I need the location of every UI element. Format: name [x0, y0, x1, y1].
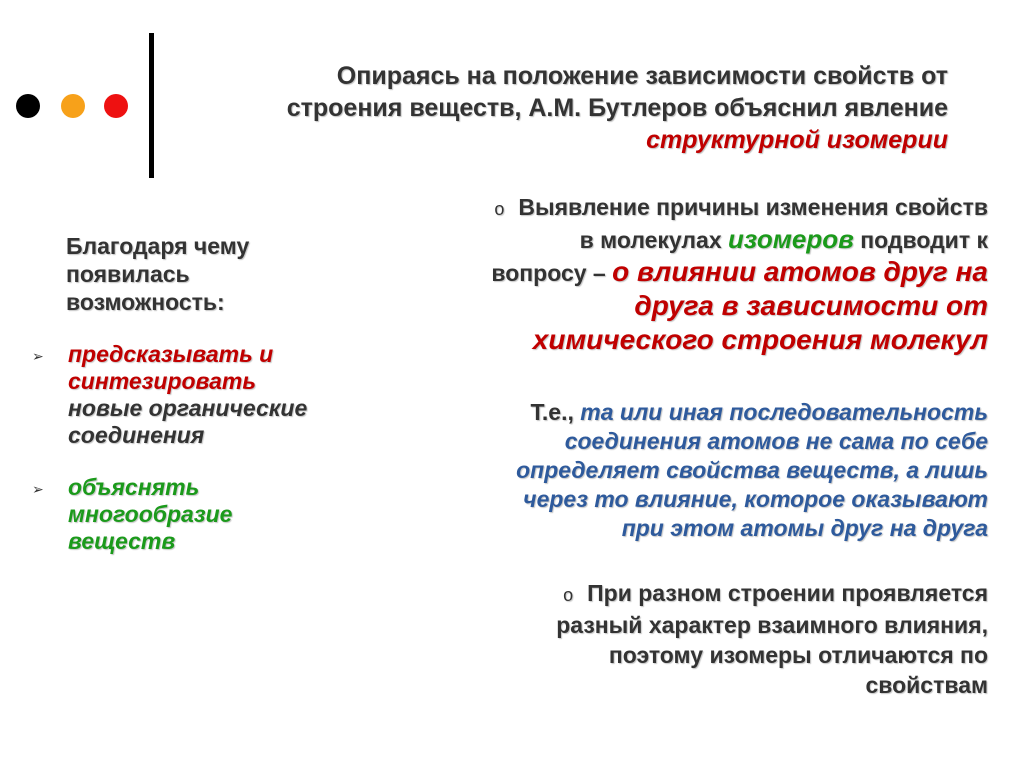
b2-line-1: та или иная последовательность	[580, 399, 988, 425]
slide-title	[168, 60, 948, 156]
b3-line-4: свойствам	[865, 672, 988, 698]
b1-line-5: химического строения молекул	[532, 324, 988, 355]
right-paragraph-ie	[348, 398, 988, 543]
b3-line-3: поэтому изомеры отличаются по	[608, 642, 988, 668]
b3-line-2: разный характер взаимного влияния,	[556, 612, 988, 638]
isomers-word: изомеров	[728, 224, 854, 254]
vertical-divider	[149, 33, 154, 178]
item1-line-1: предсказывать и	[68, 341, 274, 367]
arrow-bullet-icon: ➢	[32, 481, 44, 497]
b2-line-4: через то влияние, которое оказывают	[523, 486, 988, 512]
b2-line-3: определяет свойства веществ, а лишь	[516, 457, 988, 483]
title-accent-line: структурной изомерии	[646, 126, 948, 154]
title-line-2: строения веществ, А.М. Бутлеров объяснил явление	[286, 94, 948, 122]
b2-line-2: соединения атомов не сама по себе	[564, 428, 988, 454]
arrow-bullet-icon: ➢	[32, 348, 44, 364]
left-list-item-predict	[68, 341, 307, 449]
item2-line-2: многообразие	[68, 501, 233, 527]
orange-dot-icon	[61, 94, 85, 118]
b1-line-3-pre: вопросу –	[491, 260, 613, 286]
lead-line-3: возможность:	[66, 289, 225, 315]
lead-line-2: появилась	[66, 261, 190, 287]
left-list-item-explain	[68, 474, 232, 555]
right-bullet-reason	[348, 192, 988, 357]
title-line-1: Опираясь на положение зависимости свойств от	[336, 62, 948, 90]
circle-bullet-icon: o	[494, 199, 505, 219]
item1-line-4: соединения	[68, 422, 205, 448]
b3-line-1: При разном строении проявляется	[587, 580, 988, 606]
b2-line-5: при этом атомы друг на друга	[621, 515, 988, 541]
item2-line-3: веществ	[68, 528, 176, 554]
ie-prefix: Т.е.,	[530, 399, 581, 425]
lead-line-1: Благодаря чему	[66, 233, 250, 259]
b1-line-2-post: подводит к	[853, 227, 988, 253]
circle-bullet-icon: o	[563, 585, 574, 605]
b1-line-2-pre: в молекулах	[579, 227, 729, 253]
item1-line-3: новые органические	[68, 395, 308, 421]
b1-line-1: Выявление причины изменения свойств	[518, 194, 988, 220]
b1-line-3-big: влиянии атомов друг на	[637, 256, 988, 287]
black-dot-icon	[16, 94, 40, 118]
item2-line-1: объяснять	[68, 474, 200, 500]
b1-line-3-o: о	[612, 256, 637, 287]
left-lead-text	[66, 232, 249, 316]
right-bullet-structure	[348, 578, 988, 700]
red-dot-icon	[104, 94, 128, 118]
b1-line-4: друга в зависимости от	[634, 290, 988, 321]
item1-line-2: синтезировать	[68, 368, 257, 394]
